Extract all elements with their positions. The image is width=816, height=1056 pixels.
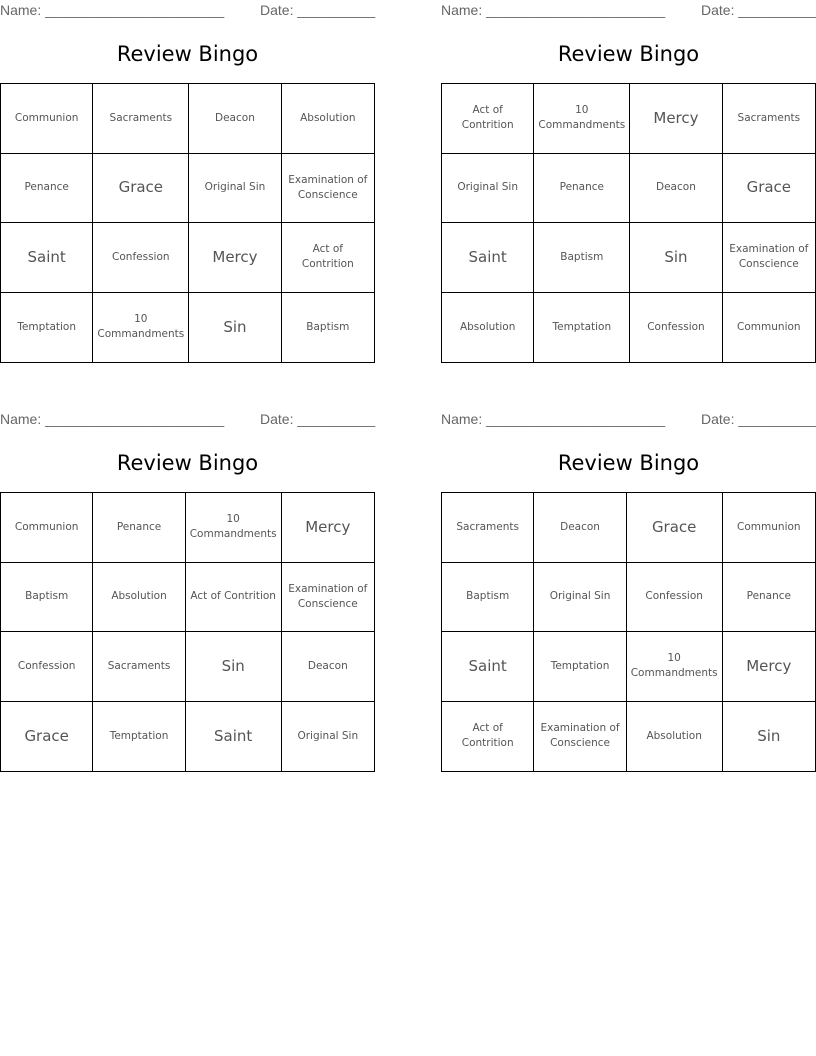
bingo-cell: Baptism — [1, 563, 93, 633]
bingo-cell: Sacraments — [93, 632, 185, 702]
bingo-cell: Baptism — [534, 223, 630, 293]
bingo-grid — [441, 83, 816, 363]
bingo-cell: Mercy — [282, 493, 374, 563]
bingo-cell: Mercy — [723, 632, 815, 702]
bingo-cell: Communion — [723, 493, 815, 563]
bingo-cell: Deacon — [189, 84, 281, 154]
bingo-cell: Examination of Conscience — [723, 223, 815, 293]
card-title: Review Bingo — [116, 42, 259, 66]
bingo-cell: Absolution — [93, 563, 185, 633]
bingo-cell: Temptation — [93, 702, 185, 772]
date-field: Date: __________ — [701, 2, 816, 18]
bingo-cell: Baptism — [442, 563, 534, 633]
bingo-cell: 10 Commandments — [534, 84, 630, 154]
bingo-cell: Mercy — [630, 84, 722, 154]
bingo-cell: Confession — [1, 632, 93, 702]
card-header-fields — [441, 2, 816, 20]
bingo-card-3 — [0, 409, 375, 772]
bingo-cell: Grace — [627, 493, 723, 563]
bingo-cell: Temptation — [534, 293, 630, 363]
bingo-cell: Sin — [630, 223, 722, 293]
bingo-cell: Confession — [93, 223, 189, 293]
name-field: Name: _______________________ — [0, 411, 225, 427]
bingo-cell: Act of Contrition — [186, 563, 282, 633]
bingo-cell: 10 Commandments — [93, 293, 189, 363]
bingo-grid — [0, 492, 375, 772]
bingo-cell: Deacon — [534, 493, 626, 563]
bingo-cell: Temptation — [534, 632, 626, 702]
date-field: Date: __________ — [260, 2, 376, 18]
card-header-fields — [441, 411, 816, 429]
bingo-cell: Sacraments — [442, 493, 534, 563]
bingo-cell: Absolution — [627, 702, 723, 772]
bingo-cell: Penance — [93, 493, 185, 563]
bingo-cell: Sacraments — [723, 84, 815, 154]
bingo-cell: Grace — [93, 154, 189, 224]
bingo-cell: Original Sin — [189, 154, 281, 224]
bingo-cell: Deacon — [282, 632, 374, 702]
date-field: Date: __________ — [260, 411, 376, 427]
bingo-cell: Examination of Conscience — [534, 702, 626, 772]
bingo-cell: Absolution — [282, 84, 374, 154]
bingo-cell: Act of Contrition — [282, 223, 374, 293]
bingo-cell: Saint — [442, 223, 534, 293]
date-field: Date: __________ — [701, 411, 816, 427]
bingo-cell: 10 Commandments — [627, 632, 723, 702]
card-header-fields — [0, 2, 375, 20]
bingo-cell: Original Sin — [297, 729, 359, 742]
bingo-cell: Absolution — [442, 293, 534, 363]
card-title: Review Bingo — [116, 451, 259, 475]
bingo-cell: Examination of Conscience — [282, 563, 374, 633]
bingo-grid — [0, 83, 375, 363]
bingo-cell: Original Sin — [442, 154, 534, 224]
bingo-cell: Sacraments — [93, 84, 189, 154]
bingo-cell: Sin — [186, 632, 282, 702]
bingo-cell: Baptism — [306, 320, 350, 333]
card-title: Review Bingo — [557, 42, 700, 66]
bingo-cell: Grace — [723, 154, 815, 224]
bingo-cell: Sin — [189, 293, 281, 363]
bingo-cell: Penance — [1, 154, 93, 224]
name-field: Name: _______________________ — [441, 2, 666, 18]
bingo-cell: Penance — [723, 563, 815, 633]
bingo-cell: Communion — [1, 84, 93, 154]
bingo-cell: Examination of Conscience — [282, 154, 374, 224]
bingo-card-4 — [441, 409, 816, 772]
bingo-cell: Sin — [757, 726, 781, 745]
bingo-cell: 10 Commandments — [186, 493, 282, 563]
bingo-cell: Confession — [627, 563, 723, 633]
bingo-cell: Communion — [737, 320, 801, 333]
bingo-card-1 — [0, 0, 375, 363]
name-field: Name: _______________________ — [0, 2, 225, 18]
bingo-cell: Saint — [186, 702, 282, 772]
bingo-cell: Deacon — [630, 154, 722, 224]
bingo-cell: Communion — [1, 493, 93, 563]
bingo-cell: Temptation — [1, 293, 93, 363]
bingo-cell: Confession — [630, 293, 722, 363]
bingo-cell: Grace — [1, 702, 93, 772]
bingo-cell: Original Sin — [534, 563, 626, 633]
bingo-card-2 — [441, 0, 816, 363]
bingo-cell: Saint — [442, 632, 534, 702]
card-header-fields — [0, 411, 375, 429]
name-field: Name: _______________________ — [441, 411, 666, 427]
card-title: Review Bingo — [557, 451, 700, 475]
bingo-cell: Act of Contrition — [442, 84, 534, 154]
bingo-cell: Act of Contrition — [442, 702, 534, 772]
bingo-cell: Mercy — [189, 223, 281, 293]
bingo-grid — [441, 492, 816, 772]
bingo-cell: Penance — [534, 154, 630, 224]
bingo-cell: Saint — [1, 223, 93, 293]
